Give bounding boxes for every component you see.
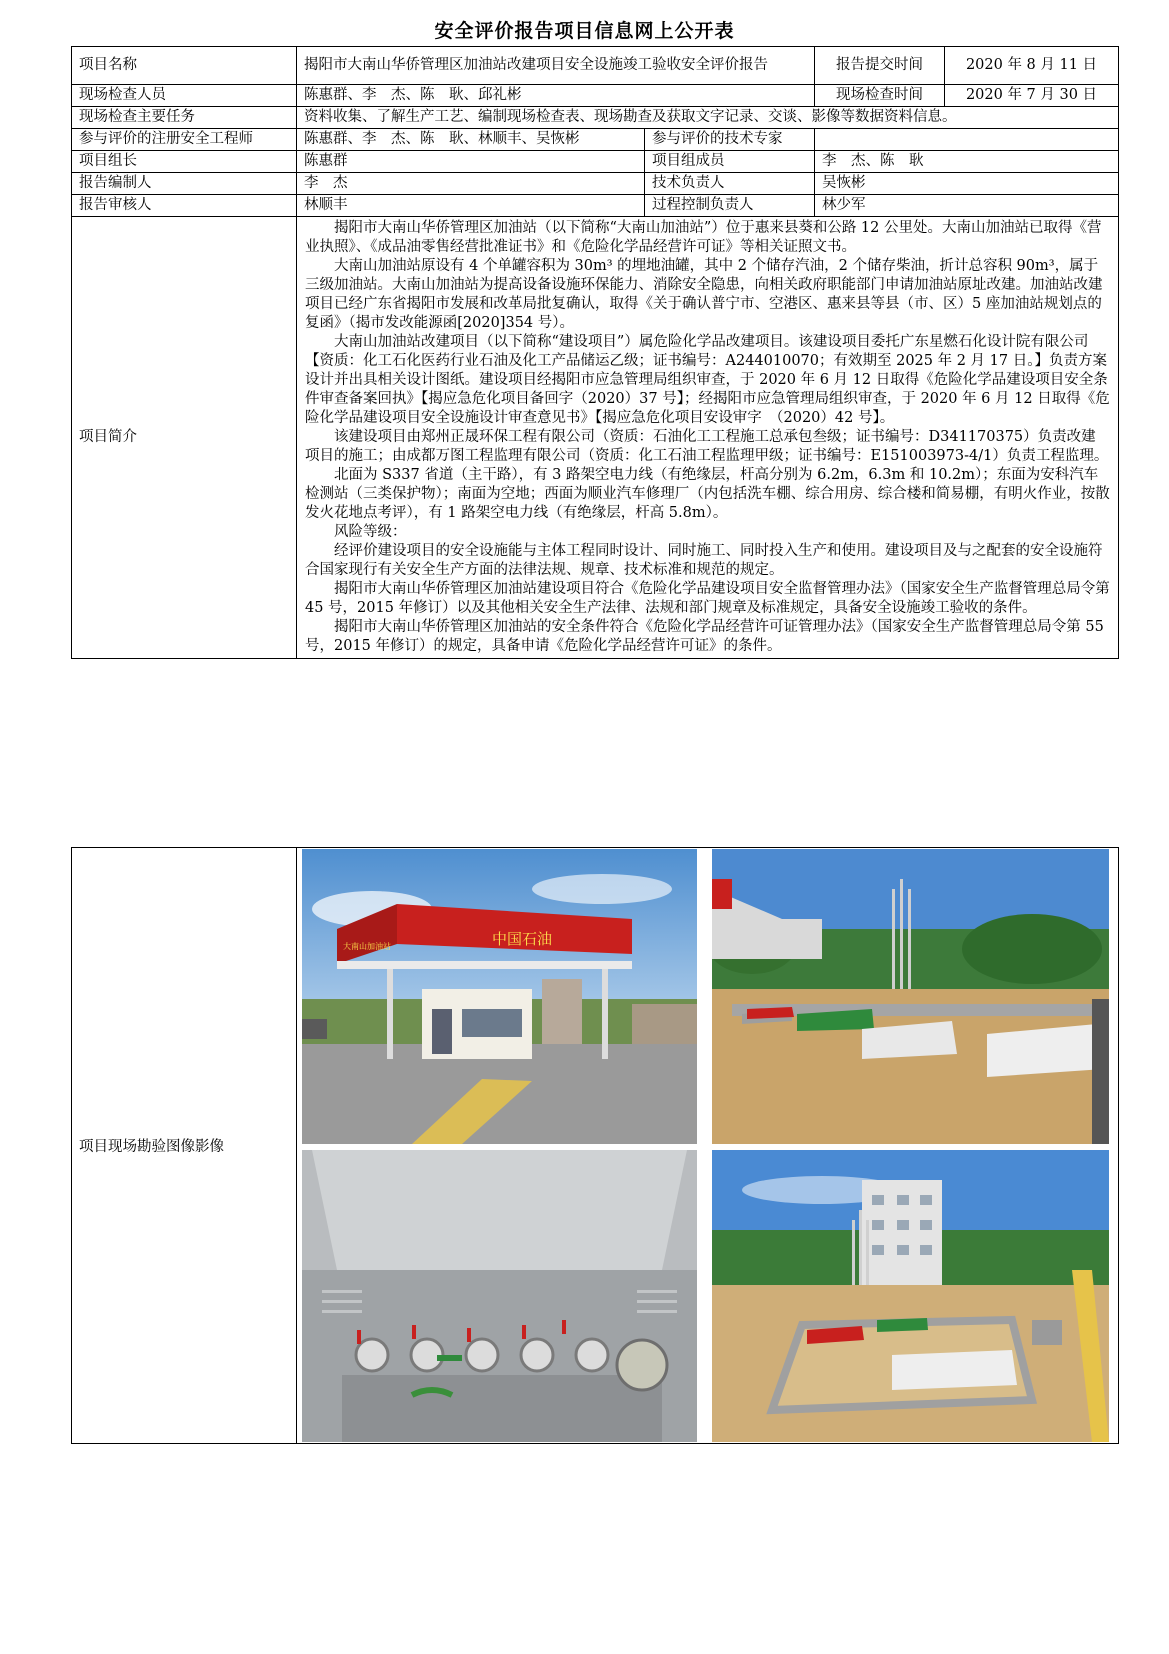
tank-area-wide-photo bbox=[712, 1150, 1109, 1442]
reviewer-label: 报告审核人 bbox=[72, 195, 297, 217]
canopy-sign-text: 中国石油 bbox=[491, 930, 553, 948]
project-name-label: 项目名称 bbox=[72, 47, 297, 85]
intro-text bbox=[297, 217, 1119, 659]
inspectors-label: 现场检查人员 bbox=[72, 85, 297, 107]
intro-paragraph: 风险等级： bbox=[334, 524, 407, 540]
main-tasks-value: 资料收集、了解生产工艺、编制现场检查表、现场勘查及获取文字记录、交谈、影像等数据资料信息。 bbox=[297, 107, 1119, 129]
info-table bbox=[71, 46, 1119, 659]
intro-paragraph: 大南山加油站改建项目（以下简称“建设项目”）属危险化学品改建项目。该建设项目委托广东星燃石化设计院有限公司【资质：化工石化医药行业石油及化工产品储运乙级；证书编号：A244010070；有效期至 2025 年 2 月 17 日。】负责方案设计并出具相关设计图纸。建设项目经揭阳市应急管理局组织审查，于 2020 年 6 月 12 日取得《危险化学品建设项目安全条件审查备案回执》【揭应急危化项目备回字（2020）37 号】；经揭阳市应急管理局组织审查，于 2020 年 6 月 12 日取得《危险化学品建设项目安全设施设计审查意见书》【揭应急危化项目安设审字 （2020）42 号】。 bbox=[305, 334, 1110, 426]
leader-label: 项目组长 bbox=[72, 151, 297, 173]
leader-value: 陈惠群 bbox=[297, 151, 645, 173]
photo-grid bbox=[297, 848, 1118, 1443]
submit-time-value: 2020 年 8 月 11 日 bbox=[945, 47, 1119, 85]
tech-lead-label: 技术负责人 bbox=[645, 173, 815, 195]
compiler-value: 李 杰 bbox=[297, 173, 645, 195]
process-control-label: 过程控制负责人 bbox=[645, 195, 815, 217]
process-control-value: 林少军 bbox=[815, 195, 1119, 217]
intro-paragraph: 揭阳市大南山华侨管理区加油站（以下简称“大南山加油站”）位于惠来县葵和公路 12 公里处。大南山加油站已取得《营业执照》、《成品油零售经营批准证书》和《危险化学品经营许可证》等相关证照文书。 bbox=[305, 220, 1102, 255]
intro-label: 项目简介 bbox=[72, 217, 297, 659]
photo-table bbox=[71, 847, 1119, 1444]
compiler-label: 报告编制人 bbox=[72, 173, 297, 195]
intro-paragraph: 大南山加油站原设有 4 个单罐容积为 30m³ 的埋地油罐，其中 2 个储存汽油，2 个储存柴油，折计总容积 90m³，属于三级加油站。大南山加油站为提高设备设施环保能力、消除安全隐患，向相关政府职能部门申请加油站原址改建。加油站改建项目已经广东省揭阳市发展和改革局批复确认，取得《关于确认普宁市、空港区、惠来县等县（市、区）5 座加油站规划点的复函》（揭市发改能源函[2020]354 号）。 bbox=[305, 258, 1103, 331]
tech-lead-value: 吴恢彬 bbox=[815, 173, 1119, 195]
page-title: 安全评价报告项目信息网上公开表 bbox=[434, 20, 735, 42]
intro-paragraph: 揭阳市大南山华侨管理区加油站的安全条件符合《危险化学品经营许可证管理办法》（国家安全生产监督管理总局令第 55 号，2015 年修订）的规定，具备申请《危险化学品经营许可证》的条件。 bbox=[305, 619, 1104, 654]
intro-paragraph: 经评价建设项目的安全设施能与主体工程同时设计、同时施工、同时投入生产和使用。建设项目及与之配套的安全设施符合国家现行有关安全生产方面的法律法规、规章、技术标准和规范的规定。 bbox=[305, 543, 1103, 578]
engineers-label: 参与评价的注册安全工程师 bbox=[72, 129, 297, 151]
intro-paragraph: 该建设项目由郑州正晟环保工程有限公司（资质：石油化工工程施工总承包叁级；证书编号：D341170375）负责改建项目的施工；由成都万图工程监理有限公司（资质：化工石油工程监理甲级；证书编号：E151003973-4/1）负责工程监理。 bbox=[305, 429, 1109, 464]
valve-box-photo bbox=[302, 1150, 697, 1442]
inspect-time-label: 现场检查时间 bbox=[815, 85, 945, 107]
intro-paragraph: 揭阳市大南山华侨管理区加油站建设项目符合《危险化学品建设项目安全监督管理办法》（国家安全生产监督管理总局令第 45 号，2015 年修订）以及其他相关安全生产法律、法规和部门规章及标准规定，具备安全设施竣工验收的条件。 bbox=[305, 581, 1110, 616]
main-tasks-label: 现场检查主要任务 bbox=[72, 107, 297, 129]
tank-area-photo bbox=[712, 849, 1109, 1144]
project-name-value: 揭阳市大南山华侨管理区加油站改建项目安全设施竣工验收安全评价报告 bbox=[297, 47, 815, 85]
submit-time-label: 报告提交时间 bbox=[815, 47, 945, 85]
canopy-side-text: 大南山加油站 bbox=[343, 942, 391, 951]
experts-label: 参与评价的技术专家 bbox=[645, 129, 815, 151]
members-value: 李 杰、陈 耿 bbox=[815, 151, 1119, 173]
experts-value bbox=[815, 129, 1119, 151]
engineers-value: 陈惠群、李 杰、陈 耿、林顺丰、吴恢彬 bbox=[297, 129, 645, 151]
inspectors-value: 陈惠群、李 杰、陈 耿、邱礼彬 bbox=[297, 85, 815, 107]
intro-paragraph: 北面为 S337 省道（主干路），有 3 路架空电力线（有绝缘层，杆高分别为 6.2m，6.3m 和 10.2m）；东面为安科汽车检测站（三类保护物）；南面为空地；西面为顺业汽车修理厂（内包括洗车棚、综合用房、综合楼和简易棚，有明火作业，按散发火花地点考评），有 1 路架空电力线（有绝缘层，杆高 5.8m）。 bbox=[305, 467, 1110, 521]
reviewer-value: 林顺丰 bbox=[297, 195, 645, 217]
gas-station-photo bbox=[302, 849, 697, 1144]
members-label: 项目组成员 bbox=[645, 151, 815, 173]
inspect-time-value: 2020 年 7 月 30 日 bbox=[945, 85, 1119, 107]
photo-label: 项目现场勘验图像影像 bbox=[72, 848, 297, 1444]
